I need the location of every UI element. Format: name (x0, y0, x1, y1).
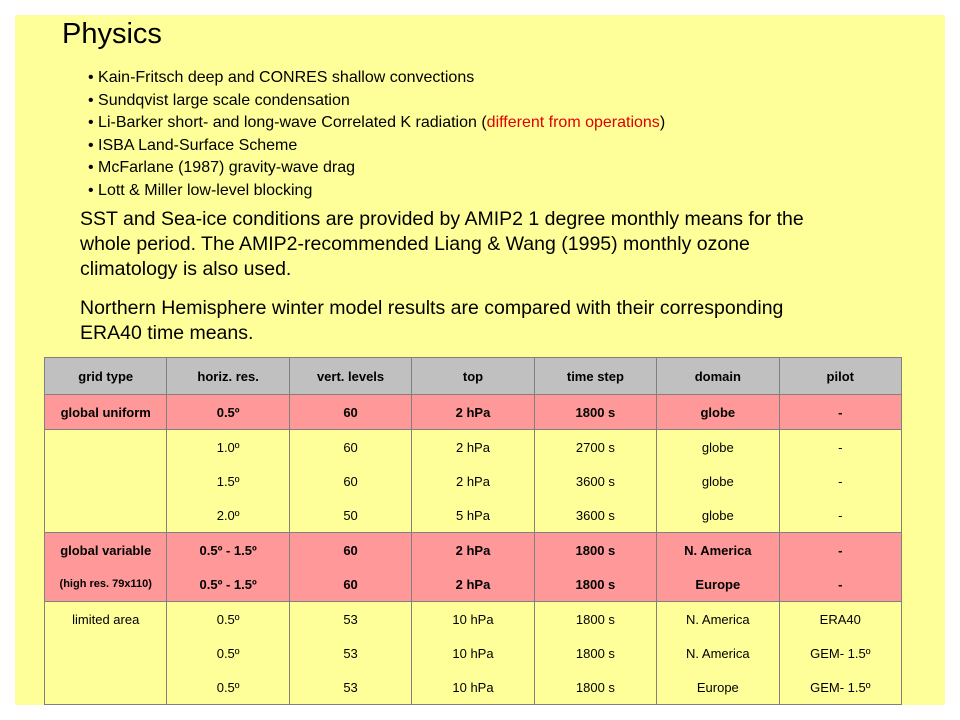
table-cell: - (779, 533, 901, 568)
table-cell (45, 498, 167, 533)
table-cell: 1800 s (534, 533, 656, 568)
bullet-item: • Lott & Miller low-level blocking (88, 180, 665, 203)
table-cell: 2 hPa (412, 464, 534, 498)
table-cell: 10 hPa (412, 602, 534, 637)
column-header: domain (657, 358, 779, 395)
column-header: top (412, 358, 534, 395)
table-cell: N. America (657, 533, 779, 568)
column-header: horiz. res. (167, 358, 289, 395)
table-cell: 5 hPa (412, 498, 534, 533)
table-cell: Europe (657, 670, 779, 705)
table-header-row (45, 358, 902, 395)
table-cell: globe (657, 395, 779, 430)
table-cell: 53 (289, 670, 411, 705)
table-cell: 1.5º (167, 464, 289, 498)
bullet-item: • ISBA Land-Surface Scheme (88, 135, 665, 158)
table-cell: 3600 s (534, 498, 656, 533)
column-header: vert. levels (289, 358, 411, 395)
model-config-table (44, 357, 902, 705)
table-row (45, 533, 902, 568)
table-row (45, 670, 902, 705)
table-cell: 1800 s (534, 567, 656, 602)
table-cell: 60 (289, 464, 411, 498)
table-row (45, 430, 902, 465)
page-title: Physics (62, 18, 162, 50)
table-cell: N. America (657, 636, 779, 670)
table-cell: Europe (657, 567, 779, 602)
table-cell: globe (657, 430, 779, 465)
table-cell: 60 (289, 533, 411, 568)
bullet-item: • Sundqvist large scale condensation (88, 90, 665, 113)
bullet-item: • Li-Barker short- and long-wave Correlated K radiation (different from operations) (88, 112, 665, 135)
table-cell: GEM- 1.5º (779, 636, 901, 670)
table-cell: 53 (289, 602, 411, 637)
table-cell: - (779, 567, 901, 602)
table-cell: 10 hPa (412, 636, 534, 670)
table-cell: globe (657, 498, 779, 533)
highlight-text: different from operations (486, 114, 660, 131)
table-row (45, 636, 902, 670)
table-cell: - (779, 464, 901, 498)
sst-paragraph: SST and Sea-ice conditions are provided by AMIP2 1 degree monthly means for the whole period. The AMIP2-recommended Liang & Wang (1995) monthly ozone climatology is also used. (80, 208, 804, 280)
table-cell: ERA40 (779, 602, 901, 637)
column-header: pilot (779, 358, 901, 395)
table-cell: 0.5º - 1.5º (167, 567, 289, 602)
table-cell: 1800 s (534, 602, 656, 637)
table-cell: - (779, 430, 901, 465)
bullet-item: • Kain-Fritsch deep and CONRES shallow convections (88, 67, 665, 90)
table-row (45, 567, 902, 602)
bullet-item: • McFarlane (1987) gravity-wave drag (88, 157, 665, 180)
table-cell: 1800 s (534, 636, 656, 670)
table-row (45, 498, 902, 533)
physics-bullet-list (88, 67, 665, 202)
table-cell: 1.0º (167, 430, 289, 465)
table-cell: 0.5º - 1.5º (167, 533, 289, 568)
table-cell: 2.0º (167, 498, 289, 533)
table-row (45, 464, 902, 498)
table-cell: 50 (289, 498, 411, 533)
table-row (45, 395, 902, 430)
table-cell (45, 670, 167, 705)
table-cell: 60 (289, 430, 411, 465)
table-cell: 3600 s (534, 464, 656, 498)
table-cell: 10 hPa (412, 670, 534, 705)
table-cell (45, 636, 167, 670)
column-header: grid type (45, 358, 167, 395)
column-header: time step (534, 358, 656, 395)
table-cell: 53 (289, 636, 411, 670)
table-cell: 0.5º (167, 602, 289, 637)
table-cell: 0.5º (167, 636, 289, 670)
table-cell: 0.5º (167, 395, 289, 430)
table-cell (45, 430, 167, 465)
table-cell: 2 hPa (412, 430, 534, 465)
table-cell: (high res. 79x110) (45, 567, 167, 602)
table-cell: 60 (289, 395, 411, 430)
table-cell: GEM- 1.5º (779, 670, 901, 705)
table-cell: 2 hPa (412, 567, 534, 602)
table-cell: 1800 s (534, 670, 656, 705)
table-cell: global variable (45, 533, 167, 568)
table-cell: - (779, 395, 901, 430)
table-cell: 0.5º (167, 670, 289, 705)
table-cell: 2700 s (534, 430, 656, 465)
table-cell: - (779, 498, 901, 533)
table-cell: N. America (657, 602, 779, 637)
table-cell: global uniform (45, 395, 167, 430)
comparison-paragraph: Northern Hemisphere winter model results are compared with their corresponding ERA40 time means. (80, 297, 784, 344)
table-cell: 1800 s (534, 395, 656, 430)
table-cell: 2 hPa (412, 533, 534, 568)
table-cell: globe (657, 464, 779, 498)
table-row (45, 602, 902, 637)
table-cell: 60 (289, 567, 411, 602)
table-cell (45, 464, 167, 498)
table-cell: limited area (45, 602, 167, 637)
table-cell: 2 hPa (412, 395, 534, 430)
